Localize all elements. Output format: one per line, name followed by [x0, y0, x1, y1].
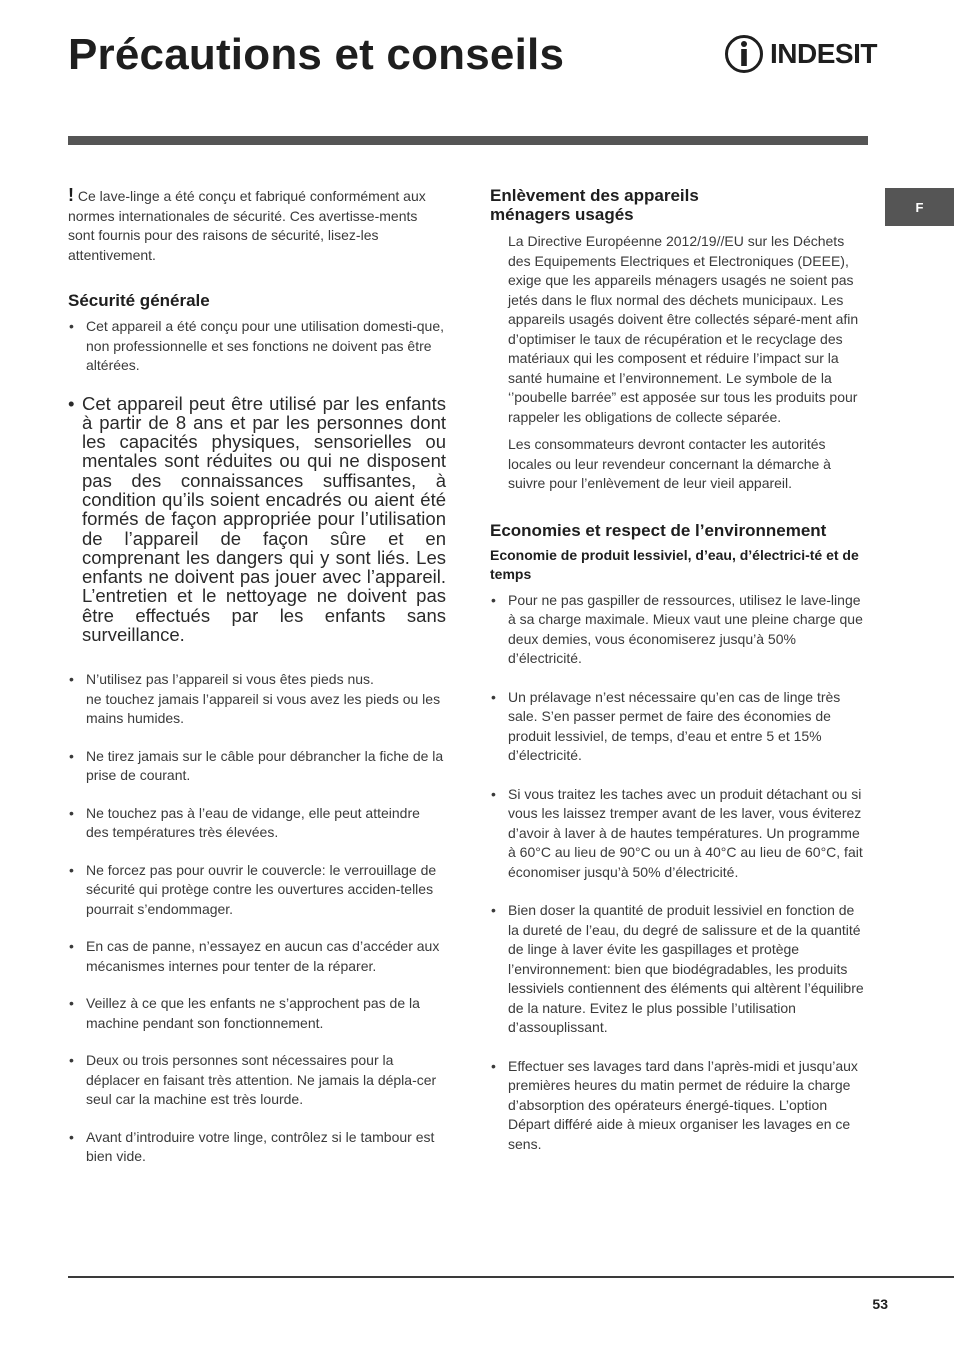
subsection-title: Economie de produit lessiviel, d’eau, d’électrici-té et de temps — [490, 546, 859, 582]
list-item: • Ne forcez pas pour ouvrir le couvercle: le verrouillage de sécurité qui protège contre les ouvertures acciden-telles pourrait s’endommager. — [68, 861, 446, 920]
recycling-paragraph: La Directive Européenne 2012/19//EU sur les Déchets des Equipements Electriques et Electroniques (DEEE), exige que les appareils ménagers usagés ne soient pas jetés dans le flux normal des déchets municipaux. Les appareils usagés doivent être collectés séparé-ment afin d’optimiser le taux de récupération et le recyclage des matériaux qui les composent et réduire l’impact sur la santé humaine et l’environnement. Le symbole de la ‘’poubelle barrée” est apposée sur tous les produits pour rappeler les obligations de collecte séparée. — [508, 233, 859, 425]
list-item: • Bien doser la quantité de produit lessiviel en fonction de la dureté de l’eau, du degré de salissure et de la quantité de linge à laver évite les gaspillages et protège l’environnement: bien que biodégradables, les produits lessiviels contiennent des éléments qui altèrent l’équilibre de la nature. Evitez le plus possible l’utilisation d’assouplissant. — [490, 901, 868, 1038]
list-item: • Cet appareil a été conçu pour une utilisation domesti-que, non professionnelle et ses fonctions ne doivent pas être altérées. — [68, 317, 446, 376]
brand-logo — [724, 32, 877, 76]
list-item: • Deux ou trois personnes sont nécessaires pour la déplacer en faisant très attention. Ne jamais la dépla-cer seul car la machine est très lourde. — [68, 1051, 446, 1110]
section-title-enlevement: Enlèvement des appareils ménagers usagés — [490, 186, 699, 224]
left-column — [68, 186, 446, 1167]
brand-name: INDESIT — [770, 38, 877, 69]
header-rule — [68, 136, 868, 145]
safety-list-top — [68, 317, 446, 376]
page-number: 53 — [872, 1296, 888, 1312]
page-title: Précautions et conseils — [68, 30, 565, 79]
section-title-securite: Sécurité générale — [68, 291, 210, 310]
list-item-large: • Cet appareil peut être utilisé par les enfants à partir de 8 ans et par les personnes dont les capacités physiques, sensorielles ou mentales sont réduites ou qui ne disposent pas des connaissances suffisantes, à condition qu’ils soient encadrés ou aient été formés de façon appropriée pour l’utilisation de l’appareil de façon sûre et en comprenant les dangers qui y sont liés. Les enfants ne doivent pas jouer avec l’appareil. L’entretien et le nettoyage ne doivent pas être effectués par les enfants sans surveillance. — [68, 394, 446, 645]
intro-paragraph — [68, 186, 446, 265]
list-item: • En cas de panne, n’essayez en aucun cas d’accéder aux mécanismes internes pour tenter de la réparer. — [68, 937, 446, 976]
list-item: • Ne tirez jamais sur le câble pour débrancher la fiche de la prise de courant. — [68, 747, 446, 786]
list-item: • Avant d’introduire votre linge, contrôlez si le tambour est bien vide. — [68, 1128, 446, 1167]
warning-mark: ! — [68, 185, 74, 205]
list-item-continuation: ne touchez jamais l’appareil si vous avez les pieds ou les mains humides. — [86, 690, 441, 727]
list-item — [68, 670, 446, 729]
list-item: • Un prélavage n’est nécessaire qu’en cas de linge très sale. S’en passer permet de faire des économies de produit lessiviel, de temps, d’eau et entre 5 et 15% d’électricité. — [490, 688, 868, 766]
list-item: • Si vous traitez les taches avec un produit détachant ou si vous les laissez tremper avant de les laver, vous éviterez d’avoir à laver à de hautes températures. Un programme à 60°C au lieu de 90°C ou un à 40°C au lieu de 60°C, fait économiser jusqu’à 50% d’électricité. — [490, 785, 868, 883]
list-item: • Effectuer ses lavages tard dans l’après-midi et jusqu’aux premières heures du matin permet de réduire la charge d’absorption des opérateurs énergé-tiques. L’option Départ différé aide à mieux organiser les lavages en ce sens. — [490, 1057, 868, 1155]
right-column — [490, 186, 868, 1154]
safety-list — [68, 670, 446, 1167]
section-title-economies: Economies et respect de l’environnement — [490, 520, 827, 540]
economy-list — [490, 591, 868, 1155]
list-item: • Ne touchez pas à l’eau de vidange, elle peut atteindre des températures très élevées. — [68, 804, 446, 843]
list-item: • Veillez à ce que les enfants ne s’approchent pas de la machine pendant son fonctionnement. — [68, 994, 446, 1033]
brand-logo-icon — [724, 32, 764, 76]
footer-rule — [68, 1276, 954, 1278]
list-item: • Pour ne pas gaspiller de ressources, utilisez le lave-linge à sa charge maximale. Mieux vaut une pleine charge que deux demies, vous économiserez jusqu’à 50% d’électricité. — [490, 591, 868, 669]
language-tab: F — [885, 188, 954, 226]
list-item-text: N’utilisez pas l’appareil si vous êtes pieds nus. — [86, 671, 374, 688]
children-warning — [68, 394, 446, 645]
recycling-paragraph-2: Les consommateurs devront contacter les autorités locales ou leur revendeur concernant la démarche à suivre pour l’enlèvement de leur vieil appareil. — [508, 436, 831, 491]
intro-text: Ce lave-linge a été conçu et fabriqué conformément aux normes internationales de sécurité. Ces avertisse-ments sont fournis pour des raisons de sécurité, lisez-les attentivement. — [68, 188, 426, 263]
